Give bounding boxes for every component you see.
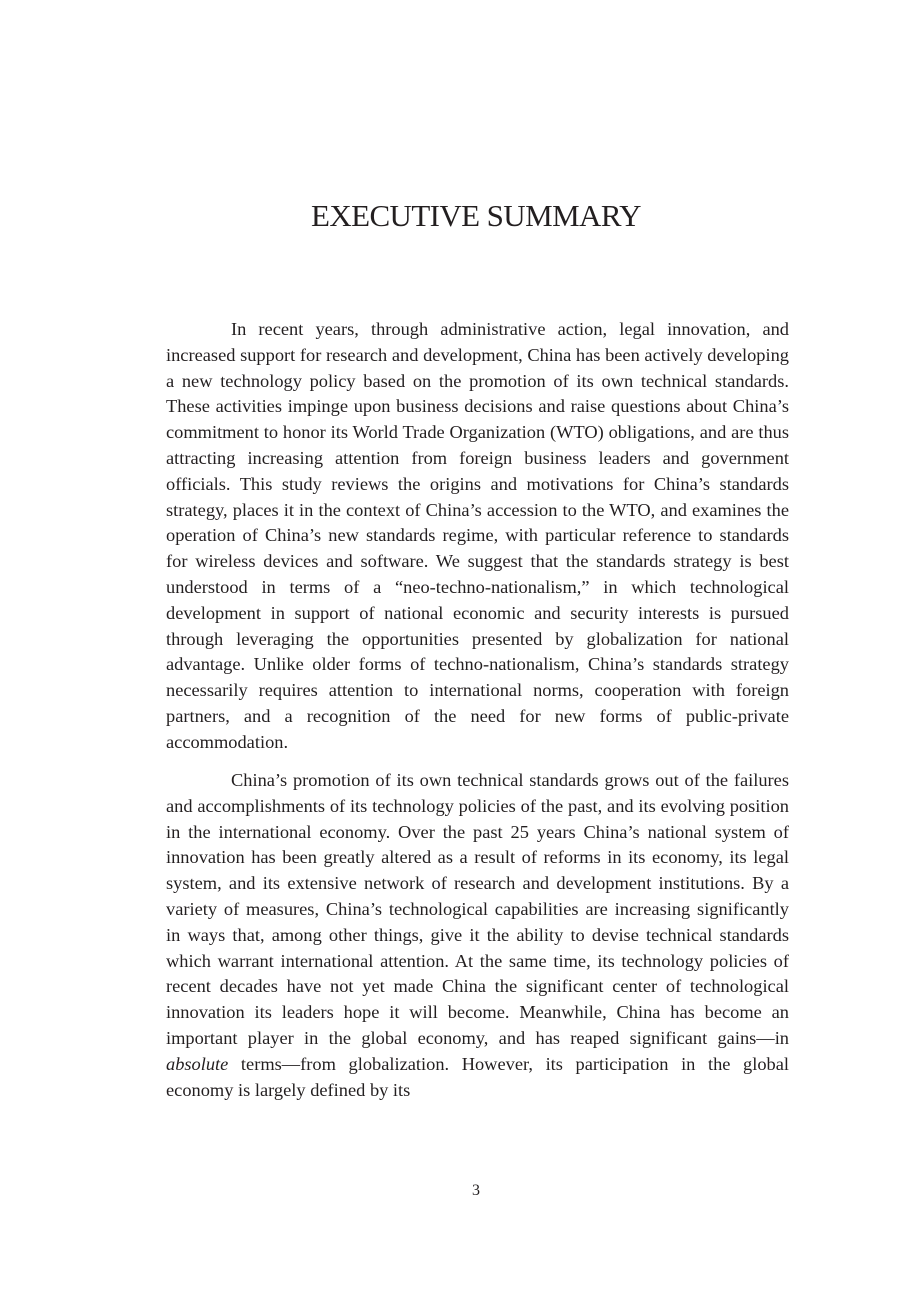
paragraph-2-text-start: China’s promotion of its own technical standards grows out of the failures and accomplishments of its technology policies of the past, and its evolving position in the international economy. Over the past 25 years China’s national system of innovation has been greatly altered as a result of reforms in its economy, its legal system, and its extensive network of research and development institutions. By a variety of measures, China’s technological capabilities are increasing significantly in ways that, among other things, give it the ability to devise technical standards which warrant international attention. At the same time, its technology policies of recent decades have not yet made China the significant center of technological innovation its leaders hope it will become. Meanwhile, China has become an important player in the global economy, and has reaped significant gains—in [166, 769, 789, 1048]
body-text [166, 317, 789, 1103]
paragraph-1: In recent years, through administrative action, legal innovation, and increased support for research and development, China has been actively developing a new technology policy based on the promotion of its own technical standards. These activities impinge upon business decisions and raise questions about China’s commitment to honor its World Trade Organization (WTO) obligations, and are thus attracting increasing attention from foreign business leaders and government officials. This study reviews the origins and motivations for China’s standards strategy, places it in the context of China’s accession to the WTO, and examines the operation of China’s new standards regime, with particular reference to standards for wireless devices and software. We suggest that the standards strategy is best understood in terms of a “neo-techno-nationalism,” in which technological development in support of national economic and security interests is pursued through leveraging the opportunities presented by globalization for national advantage. Unlike older forms of techno-nationalism, China’s standards strategy necessarily requires attention to international norms, cooperation with foreign partners, and a recognition of the need for new forms of public-private accommodation. [166, 319, 789, 752]
paragraph-2-text-end: terms—from globalization. However, its participation in the global economy is largely defined by its [166, 1053, 789, 1100]
page-title: EXECUTIVE SUMMARY [311, 198, 641, 233]
paragraph-2 [166, 768, 789, 1103]
emphasis-absolute: absolute [166, 1053, 229, 1074]
page-number: 3 [472, 1182, 480, 1199]
